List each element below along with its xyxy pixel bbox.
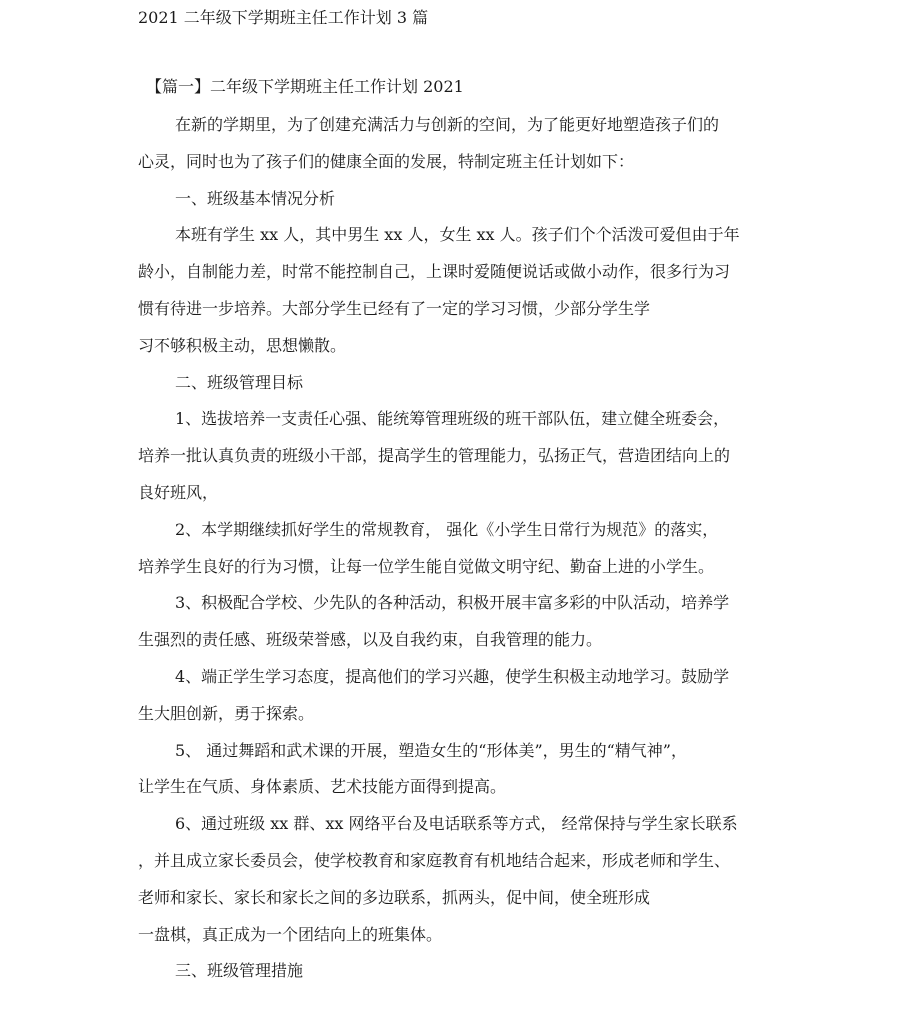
text-line: 6、通过班级 xx 群、xx 网络平台及电话联系等方式， 经常保持与学生家长联系 [175, 814, 738, 834]
text-line: 老师和家长、家长和家长之间的多边联系，抓两头，促中间，使全班形成 [138, 887, 651, 907]
text-line: ，并且成立家长委员会，使学校教育和家庭教育有机地结合起来，形成老师和学生、 [138, 850, 731, 870]
text-line: 1、选拔培养一支责任心强、能统筹管理班级的班干部队伍，建立健全班委会， [175, 409, 730, 429]
text-line: 3、积极配合学校、少先队的各种活动，积极开展丰富多彩的中队活动，培养学 [175, 593, 730, 613]
text-line: 4、端正学生学习态度，提高他们的学习兴趣，使学生积极主动地学习。鼓励学 [175, 666, 730, 686]
text-line: 三、班级管理措施 [175, 961, 304, 981]
text-line: 习不够积极主动，思想懒散。 [138, 335, 347, 355]
text-line: 培养学生良好的行为习惯，让每一位学生能自觉做文明守纪、勤奋上进的小学生。 [138, 556, 715, 576]
text-line: 龄小，自制能力差，时常不能控制自己，上课时爱随便说话或做小动作，很多行为习 [138, 262, 731, 282]
text-line: 让学生在气质、身体素质、艺术技能方面得到提高。 [138, 777, 507, 797]
text-line: 生强烈的责任感、班级荣誉感，以及自我约束，自我管理的能力。 [138, 630, 603, 650]
text-line: 5、 通过舞蹈和武术课的开展，塑造女生的“形体美”，男生的“精气神”， [175, 740, 687, 760]
text-line: 惯有待进一步培养。大部分学生已经有了一定的学习习惯，少部分学生学 [138, 298, 651, 318]
text-line: 培养一批认真负责的班级小干部，提高学生的管理能力，弘扬正气，营造团结向上的 [138, 446, 731, 466]
text-line: 在新的学期里，为了创建充满活力与创新的空间，为了能更好地塑造孩子们的 [175, 115, 720, 134]
text-line: 生大胆创新，勇于探索。 [138, 703, 315, 723]
document-body [138, 76, 788, 997]
text-line: 一、班级基本情况分析 [175, 188, 336, 208]
document-title: 2021 二年级下学期班主任工作计划 3 篇 [138, 8, 429, 27]
text-line: 二、班级管理目标 [175, 372, 304, 392]
text-line: 良好班风， [138, 482, 219, 502]
text-line: 2、本学期继续抓好学生的常规教育， 强化《小学生日常行为规范》的落实， [175, 519, 719, 539]
text-line: 本班有学生 xx 人，其中男生 xx 人，女生 xx 人。孩子们个个活泼可爱但由于年 [175, 225, 740, 245]
text-line: 一盘棋，真正成为一个团结向上的班集体。 [138, 924, 443, 944]
text-line: 心灵，同时也为了孩子们的健康全面的发展，特制定班主任计划如下： [138, 151, 635, 171]
section-body [138, 114, 788, 997]
section-title: 【篇一】二年级下学期班主任工作计划 2021 [146, 77, 464, 96]
